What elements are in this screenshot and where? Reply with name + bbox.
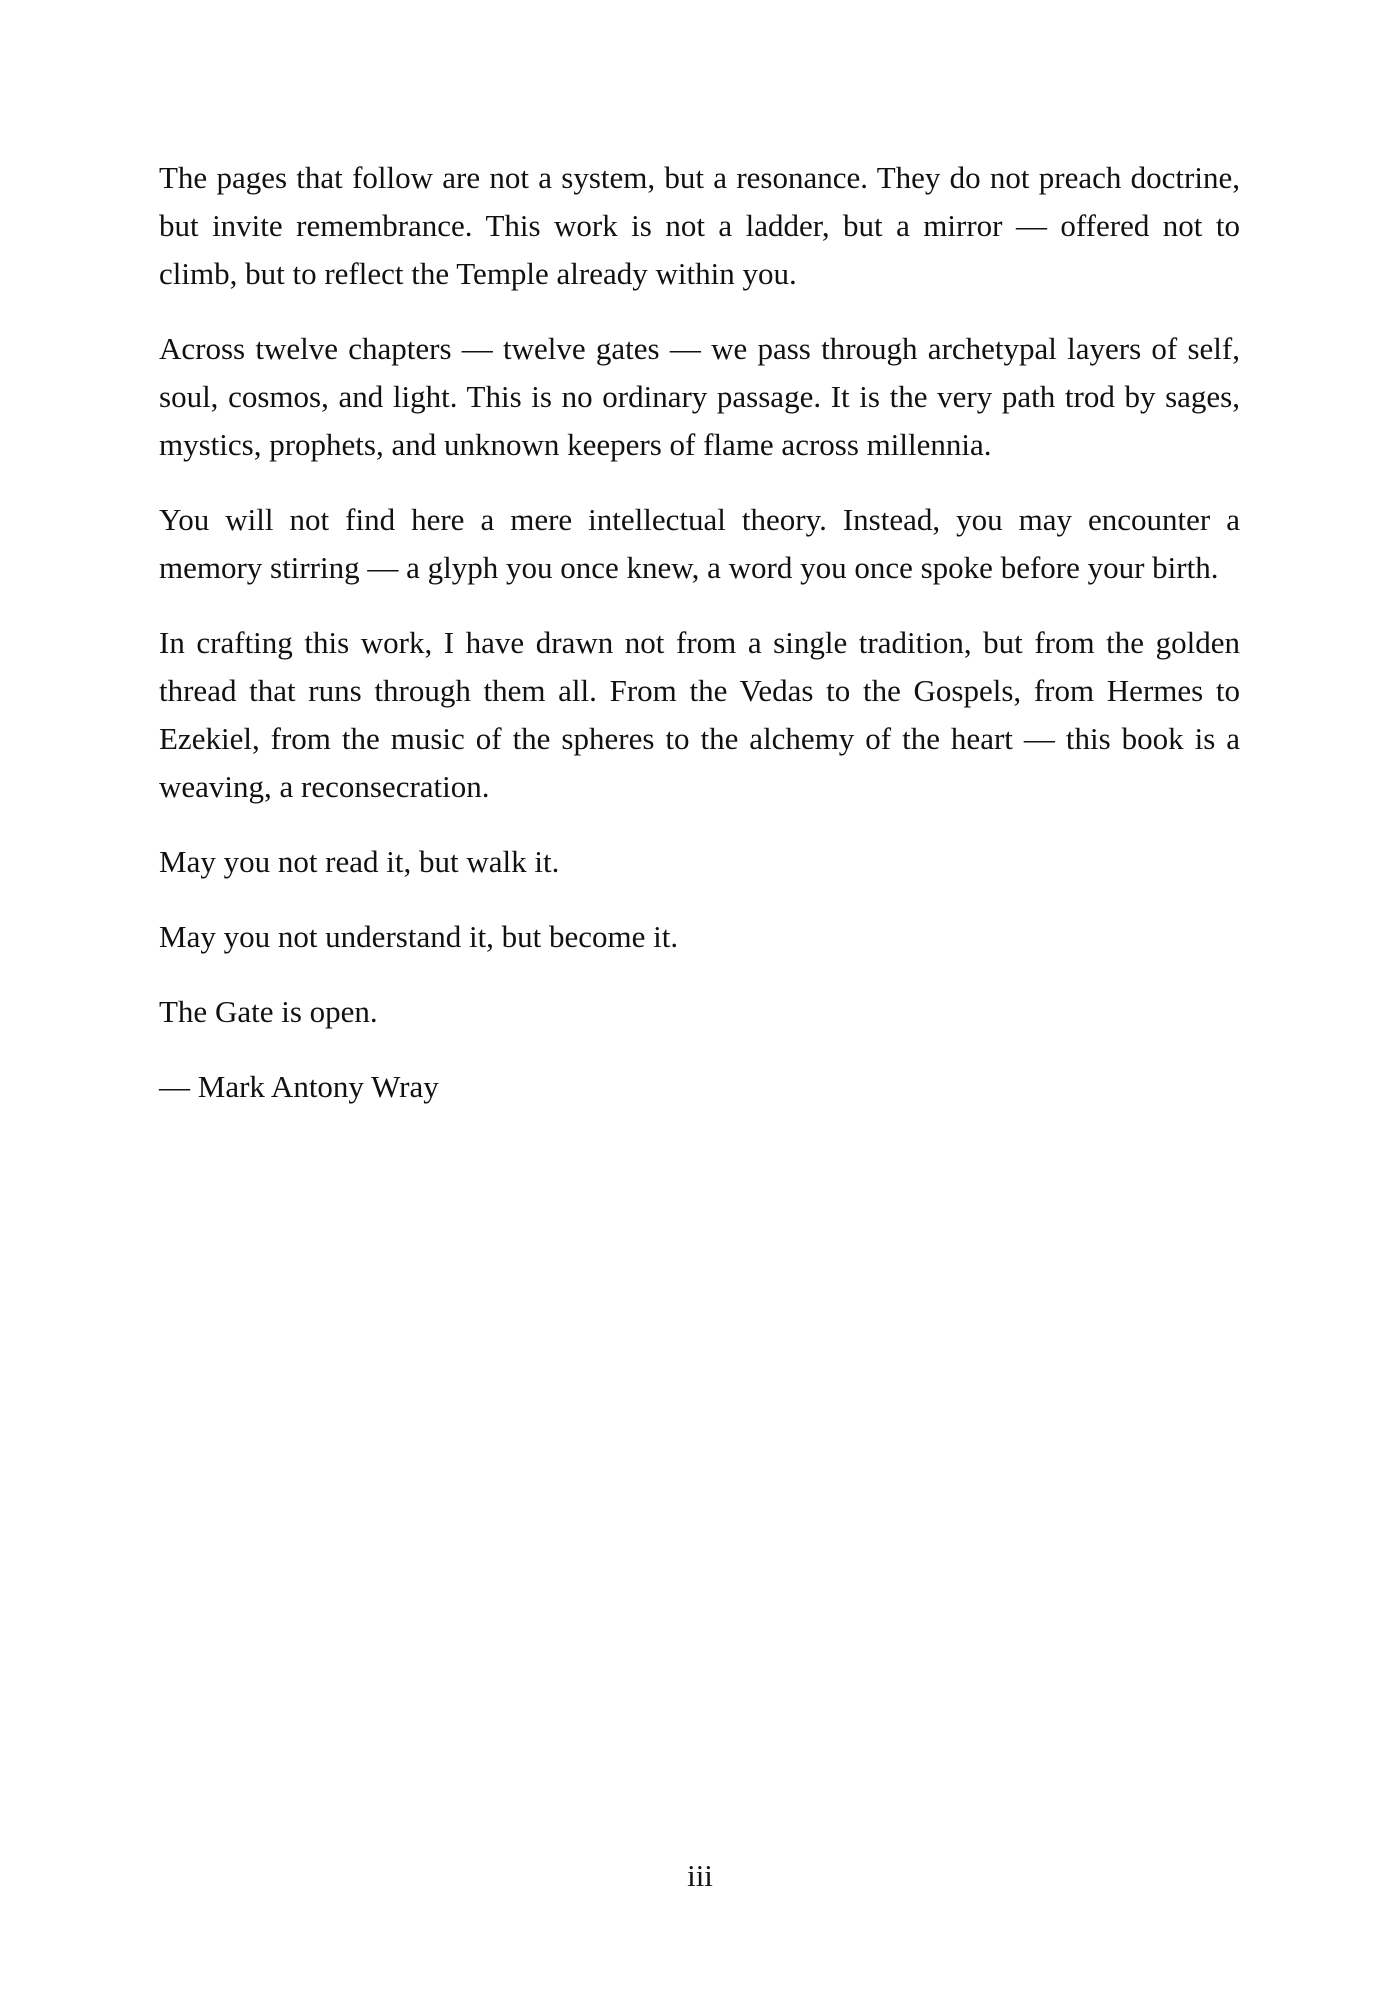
paragraph-2: Across twelve chapters — twelve gates — we pass through archetypal layers of self, soul, cosmos, and light. This is no ordinary passage. It is the very path trod by sages, mystics, prophets, and unknown keepers of flame across millennia. bbox=[159, 331, 1240, 462]
paragraph-4: In crafting this work, I have drawn not from a single tradition, but from the golden thread that runs through them all. From the Vedas to the Gospels, from Hermes to Ezekiel, from the music of the spheres to the alchemy of the heart — this book is a weaving, a reconsecration. bbox=[159, 625, 1240, 804]
paragraph-1: The pages that follow are not a system, but a resonance. They do not preach doctrine, but invite remembrance. This work is not a ladder, but a mirror — offered not to climb, but to reflect the Temple already within you. bbox=[159, 160, 1240, 291]
signature-line: — Mark Antony Wray bbox=[159, 1069, 439, 1104]
page-number: iii bbox=[687, 1858, 713, 1893]
paragraph-6: May you not understand it, but become it. bbox=[159, 919, 679, 954]
paragraph-7: The Gate is open. bbox=[159, 994, 378, 1029]
paragraph-5: May you not read it, but walk it. bbox=[159, 844, 560, 879]
paragraph-3: You will not find here a mere intellectual theory. Instead, you may encounter a memory stirring — a glyph you once knew, a word you once spoke before your birth. bbox=[159, 502, 1240, 585]
body-text bbox=[159, 154, 1240, 1138]
